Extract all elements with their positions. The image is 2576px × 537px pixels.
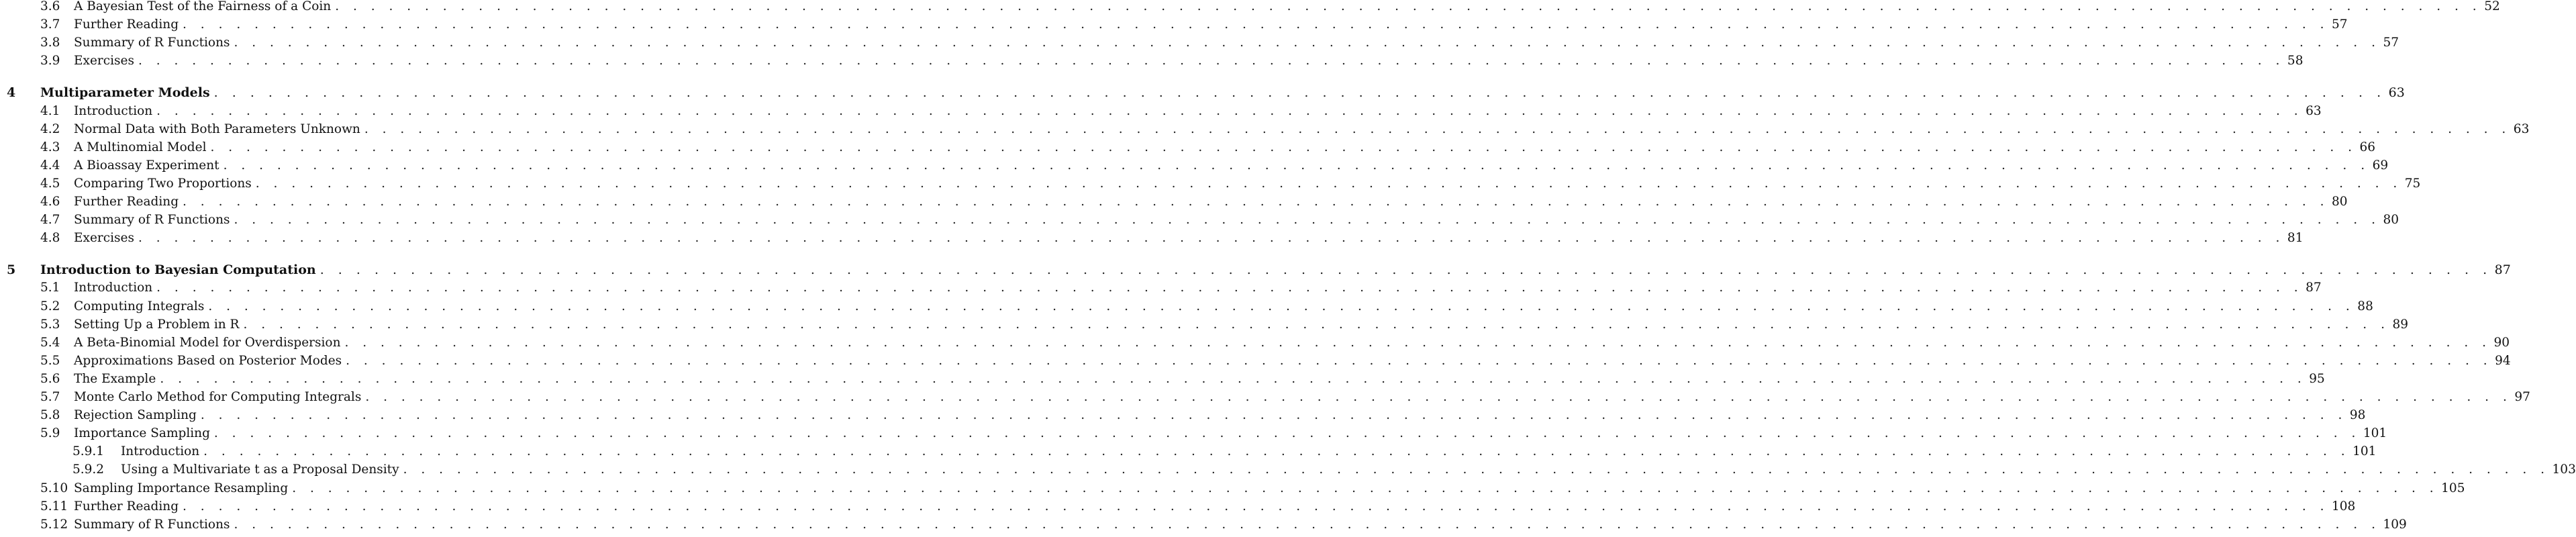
- toc-entry: [74, 193, 2348, 211]
- toc-title: Further Reading: [74, 499, 179, 514]
- toc-page-number: 103: [2552, 462, 2576, 477]
- toc-entry: [121, 443, 2377, 460]
- toc-page-number: 58: [2287, 54, 2303, 68]
- toc-page-number: 101: [2363, 426, 2387, 441]
- toc-title: A Multinomial Model: [74, 140, 207, 154]
- toc-page-number: 81: [2287, 231, 2303, 246]
- toc-entry-row: [0, 193, 2348, 211]
- toc-title: Introduction: [74, 281, 153, 295]
- toc-title: Importance Sampling: [74, 426, 210, 441]
- toc-page-number: 75: [2404, 176, 2421, 191]
- dot-leader: . . . . . . . . . . . . . . . . . . . . . . . . . . . . . . . . . . . . . . . . . . . . . . . . . . . . . . . . . . . . . . . . . . . . . . . . . . . . . . . . . . . . . . . . . . . . . . . . . . . . . . . . . . . . . . . . . . . . . . . .: [364, 121, 2511, 136]
- toc-number: 4.4: [40, 158, 60, 173]
- toc-number: 3.8: [40, 36, 60, 50]
- toc-chapter-row: [0, 84, 2405, 101]
- toc-entry-row: [0, 139, 2376, 156]
- toc-entry-row: [0, 389, 2530, 406]
- toc-entry: [74, 103, 2322, 120]
- toc-entry-row: [0, 316, 2408, 334]
- toc-entry: [40, 84, 2405, 101]
- toc-entry-row: [0, 52, 2303, 70]
- toc-entry: [74, 34, 2399, 52]
- toc-entry: [74, 407, 2366, 424]
- toc-entry: [121, 461, 2576, 479]
- dot-leader: . . . . . . . . . . . . . . . . . . . . . . . . . . . . . . . . . . . . . . . . . . . . . . . . . . . . . . . . . . . . . . . . . . . . . . . . . . . . . . . . . . . . . . . . . . . . . . . . . . . . . . . . . . . . . . . . . . . . . . . .: [200, 408, 2347, 423]
- toc-entry: [74, 371, 2325, 388]
- toc-entry: [74, 230, 2303, 247]
- toc-page-number: 88: [2357, 299, 2373, 313]
- toc-number: 5.4: [40, 335, 60, 350]
- dot-leader: . . . . . . . . . . . . . . . . . . . . . . . . . . . . . . . . . . . . . . . . . . . . . . . . . . . . . . . . . . . . . . . . . . . . . . . . . . . . . . . . . . . . . . . . . . . . . . . . . . . . . . . . . . . . . . . . . . . . . . . .: [346, 353, 2493, 368]
- toc-number: 5.5: [40, 353, 60, 368]
- dot-leader: . . . . . . . . . . . . . . . . . . . . . . . . . . . . . . . . . . . . . . . . . . . . . . . . . . . . . . . . . . . . . . . . . . . . . . . . . . . . . . . . . . . . . . . . . . . . . . . . . . . . . . . . . . . . . . . . . . . . . . . .: [138, 54, 2285, 68]
- toc-entry: [74, 334, 2510, 352]
- dot-leader: . . . . . . . . . . . . . . . . . . . . . . . . . . . . . . . . . . . . . . . . . . . . . . . . . . . . . . . . . . . . . . . . . . . . . . . . . . . . . . . . . . . . . . . . . . . . . . . . . . . . . . . . . . . . . . . . . . . . . . . .: [255, 176, 2402, 191]
- dot-leader: . . . . . . . . . . . . . . . . . . . . . . . . . . . . . . . . . . . . . . . . . . . . . . . . . . . . . . . . . . . . . . . . . . . . . . . . . . . . . . . . . . . . . . . . . . . . . . . . . . . . . . . . . . . . . . . . . . . . . . . .: [210, 140, 2357, 154]
- toc-number: 5.9.1: [72, 444, 105, 459]
- toc-entry: [74, 16, 2348, 34]
- dot-leader: . . . . . . . . . . . . . . . . . . . . . . . . . . . . . . . . . . . . . . . . . . . . . . . . . . . . . . . . . . . . . . . . . . . . . . . . . . . . . . . . . . . . . . . . . . . . . . . . . . . . . . . . . . . . . . . . . . . . . . . .: [223, 158, 2370, 173]
- toc-title: The Example: [74, 371, 156, 386]
- toc-entry: [40, 261, 2511, 279]
- toc-number: 3.6: [40, 0, 60, 13]
- dot-leader: . . . . . . . . . . . . . . . . . . . . . . . . . . . . . . . . . . . . . . . . . . . . . . . . . . . . . . . . . . . . . . . . . . . . . . . . . . . . . . . . . . . . . . . . . . . . . . . . . . . . . . . . . . . . . . . . . . . . . . . .: [156, 103, 2303, 118]
- toc-entry-row: [0, 34, 2399, 52]
- toc-page-number: 63: [2513, 121, 2530, 136]
- toc-number: 3.9: [40, 54, 60, 68]
- toc-number: 4: [7, 85, 16, 101]
- toc-number: 5: [7, 262, 16, 278]
- toc-page-number: 94: [2495, 353, 2511, 368]
- dot-leader: . . . . . . . . . . . . . . . . . . . . . . . . . . . . . . . . . . . . . . . . . . . . . . . . . . . . . . . . . . . . . . . . . . . . . . . . . . . . . . . . . . . . . . . . . . . . . . . . . . . . . . . . . . . . . . . . . . . . . . . .: [234, 517, 2381, 532]
- toc-entry: [74, 352, 2511, 370]
- toc-entry-row: [0, 0, 2500, 15]
- toc-page-number: 109: [2383, 517, 2407, 532]
- toc-entry-row: [0, 352, 2511, 370]
- dot-leader: . . . . . . . . . . . . . . . . . . . . . . . . . . . . . . . . . . . . . . . . . . . . . . . . . . . . . . . . . . . . . . . . . . . . . . . . . . . . . . . . . . . . . . . . . . . . . . . . . . . . . . . . . . . . . . . . . . . . . . . .: [365, 390, 2512, 404]
- toc-number: 5.3: [40, 317, 60, 332]
- toc-title: Approximations Based on Posterior Modes: [74, 353, 342, 368]
- dot-leader: . . . . . . . . . . . . . . . . . . . . . . . . . . . . . . . . . . . . . . . . . . . . . . . . . . . . . . . . . . . . . . . . . . . . . . . . . . . . . . . . . . . . . . . . . . . . . . . . . . . . . . . . . . . . . . . . . . . . . . . .: [138, 231, 2285, 246]
- toc-title: A Bayesian Test of the Fairness of a Coin: [74, 0, 332, 13]
- toc-number: 3.7: [40, 17, 60, 32]
- toc-page-number: 69: [2372, 158, 2389, 173]
- toc-page-number: 98: [2349, 408, 2366, 423]
- toc-title: Exercises: [74, 54, 134, 68]
- toc-entry-row: [0, 279, 2322, 297]
- toc-page-number: 63: [2306, 103, 2322, 118]
- toc-entry: [74, 498, 2356, 516]
- toc-number: 5.6: [40, 371, 60, 386]
- dot-leader: . . . . . . . . . . . . . . . . . . . . . . . . . . . . . . . . . . . . . . . . . . . . . . . . . . . . . . . . . . . . . . . . . . . . . . . . . . . . . . . . . . . . . . . . . . . . . . . . . . . . . . . . . . . . . . . . . . . . . . . .: [344, 335, 2491, 350]
- toc-number: 5.9.2: [72, 462, 105, 477]
- toc-entry: [74, 139, 2376, 156]
- toc-entry-row: [0, 498, 2356, 516]
- toc-title: A Bioassay Experiment: [74, 158, 219, 173]
- toc-number: 5.9: [40, 426, 60, 441]
- toc-entry-row: [0, 230, 2303, 247]
- toc-entry-row: [0, 371, 2325, 388]
- toc-page-number: 80: [2383, 213, 2399, 228]
- dot-leader: . . . . . . . . . . . . . . . . . . . . . . . . . . . . . . . . . . . . . . . . . . . . . . . . . . . . . . . . . . . . . . . . . . . . . . . . . . . . . . . . . . . . . . . . . . . . . . . . . . . . . . . . . . . . . . . . . . . . . . . .: [234, 213, 2381, 228]
- toc-title: Normal Data with Both Parameters Unknown: [74, 121, 360, 136]
- toc-page-number: 80: [2332, 195, 2348, 209]
- toc-page-number: 89: [2392, 317, 2408, 332]
- toc-title: Using a Multivariate t as a Proposal Density: [121, 462, 399, 477]
- toc-entry-row: [0, 461, 2576, 479]
- dot-leader: . . . . . . . . . . . . . . . . . . . . . . . . . . . . . . . . . . . . . . . . . . . . . . . . . . . . . . . . . . . . . . . . . . . . . . . . . . . . . . . . . . . . . . . . . . . . . . . . . . . . . . . . . . . . . . . . . . . . . . . .: [319, 262, 2492, 278]
- toc-number: 5.8: [40, 408, 60, 423]
- dot-leader: . . . . . . . . . . . . . . . . . . . . . . . . . . . . . . . . . . . . . . . . . . . . . . . . . . . . . . . . . . . . . . . . . . . . . . . . . . . . . . . . . . . . . . . . . . . . . . . . . . . . . . . . . . . . . . . . . . . . . . . .: [183, 499, 2330, 514]
- toc-title: Summary of R Functions: [74, 36, 230, 50]
- toc-title: Introduction: [121, 444, 200, 459]
- toc-title: Summary of R Functions: [74, 517, 230, 532]
- dot-leader: . . . . . . . . . . . . . . . . . . . . . . . . . . . . . . . . . . . . . . . . . . . . . . . . . . . . . . . . . . . . . . . . . . . . . . . . . . . . . . . . . . . . . . . . . . . . . . . . . . . . . . . . . . . . . . . . . . . . . . . .: [183, 17, 2330, 32]
- toc-chapter-row: [0, 261, 2511, 279]
- toc-entry-row: [0, 157, 2389, 175]
- toc-page-number: 108: [2332, 499, 2356, 514]
- toc-entry-row: [0, 175, 2421, 193]
- toc-entry-row: [0, 516, 2407, 534]
- toc-title: Exercises: [74, 231, 134, 246]
- toc-page-number: 87: [2306, 281, 2322, 295]
- toc-entry-row: [0, 103, 2322, 120]
- toc-entry-row: [0, 211, 2399, 229]
- toc-entry-row: [0, 425, 2387, 442]
- toc-entry-row: [0, 480, 2465, 497]
- toc-number: 4.6: [40, 195, 60, 209]
- dot-leader: . . . . . . . . . . . . . . . . . . . . . . . . . . . . . . . . . . . . . . . . . . . . . . . . . . . . . . . . . . . . . . . . . . . . . . . . . . . . . . . . . . . . . . . . . . . . . . . . . . . . . . . . . . . . . . . . . . . . . . . .: [203, 444, 2350, 459]
- toc-entry: [74, 516, 2407, 534]
- toc-title: Comparing Two Proportions: [74, 176, 252, 191]
- toc-entry: [74, 425, 2387, 442]
- toc-number: 5.1: [40, 281, 60, 295]
- toc-entry: [74, 157, 2389, 175]
- dot-leader: . . . . . . . . . . . . . . . . . . . . . . . . . . . . . . . . . . . . . . . . . . . . . . . . . . . . . . . . . . . . . . . . . . . . . . . . . . . . . . . . . . . . . . . . . . . . . . . . . . . . . . . . . . . . . . . . . . . . . . . .: [243, 317, 2390, 332]
- toc-entry: [74, 175, 2421, 193]
- toc-entry: [74, 211, 2399, 229]
- toc-page-number: 101: [2352, 444, 2377, 459]
- toc-page-number: 57: [2383, 36, 2399, 50]
- toc-title: Computing Integrals: [74, 299, 205, 313]
- toc-number: 5.10: [40, 481, 68, 495]
- toc-page-number: 95: [2309, 371, 2325, 386]
- toc-entry: [74, 52, 2303, 70]
- toc-page-number: 52: [2484, 0, 2500, 13]
- toc-entry-row: [0, 16, 2348, 34]
- toc-number: 4.3: [40, 140, 60, 154]
- toc-entry: [74, 389, 2530, 406]
- toc-number: 4.2: [40, 121, 60, 136]
- toc-number: 5.2: [40, 299, 60, 313]
- toc-entry: [74, 0, 2500, 15]
- dot-leader: . . . . . . . . . . . . . . . . . . . . . . . . . . . . . . . . . . . . . . . . . . . . . . . . . . . . . . . . . . . . . . . . . . . . . . . . . . . . . . . . . . . . . . . . . . . . . . . . . . . . . . . . . . . . . . . . . . . . . . . .: [183, 195, 2330, 209]
- toc-entry-row: [0, 298, 2373, 315]
- dot-leader: . . . . . . . . . . . . . . . . . . . . . . . . . . . . . . . . . . . . . . . . . . . . . . . . . . . . . . . . . . . . . . . . . . . . . . . . . . . . . . . . . . . . . . . . . . . . . . . . . . . . . . . . . . . . . . . . . . . . . . . .: [156, 281, 2303, 295]
- toc-entry: [74, 480, 2465, 497]
- toc-number: 4.8: [40, 231, 60, 246]
- toc-title: Further Reading: [74, 17, 179, 32]
- toc-number: 4.1: [40, 103, 60, 118]
- toc-entry: [74, 316, 2408, 334]
- dot-leader: . . . . . . . . . . . . . . . . . . . . . . . . . . . . . . . . . . . . . . . . . . . . . . . . . . . . . . . . . . . . . . . . . . . . . . . . . . . . . . . . . . . . . . . . . . . . . . . . . . . . . . . . . . . . . . . . . . . . . . . .: [234, 36, 2381, 50]
- toc-number: 4.5: [40, 176, 60, 191]
- dot-leader: . . . . . . . . . . . . . . . . . . . . . . . . . . . . . . . . . . . . . . . . . . . . . . . . . . . . . . . . . . . . . . . . . . . . . . . . . . . . . . . . . . . . . . . . . . . . . . . . . . . . . . . . . . . . . . . . . . . . . . . .: [335, 0, 2482, 13]
- dot-leader: . . . . . . . . . . . . . . . . . . . . . . . . . . . . . . . . . . . . . . . . . . . . . . . . . . . . . . . . . . . . . . . . . . . . . . . . . . . . . . . . . . . . . . . . . . . . . . . . . . . . . . . . . . . . . . . . . . . . . . . .: [208, 299, 2355, 313]
- toc-title: Monte Carlo Method for Computing Integrals: [74, 390, 362, 404]
- toc-number: 5.11: [40, 499, 68, 514]
- toc-title: Rejection Sampling: [74, 408, 197, 423]
- toc-title: A Beta-Binomial Model for Overdispersion: [74, 335, 341, 350]
- toc-entry: [74, 279, 2322, 297]
- toc-page-number: 97: [2514, 390, 2530, 404]
- toc-title: Introduction: [74, 103, 153, 118]
- toc-entry-row: [0, 443, 2377, 460]
- toc-number: 5.12: [40, 517, 68, 532]
- toc-title: Multiparameter Models: [40, 85, 210, 101]
- toc-entry-row: [0, 121, 2530, 138]
- toc-page-number: 63: [2388, 85, 2405, 101]
- toc-page-number: 87: [2494, 262, 2511, 278]
- dot-leader: . . . . . . . . . . . . . . . . . . . . . . . . . . . . . . . . . . . . . . . . . . . . . . . . . . . . . . . . . . . . . . . . . . . . . . . . . . . . . . . . . . . . . . . . . . . . . . . . . . . . . . . . . . . . . . . . . . . . . . . .: [213, 85, 2386, 101]
- toc-title: Setting Up a Problem in R: [74, 317, 240, 332]
- toc-title: Sampling Importance Resampling: [74, 481, 289, 495]
- toc-entry: [74, 298, 2373, 315]
- toc-page-number: 90: [2493, 335, 2510, 350]
- toc-entry-row: [0, 334, 2510, 352]
- toc-page-number: 66: [2359, 140, 2376, 154]
- toc-number: 5.7: [40, 390, 60, 404]
- dot-leader: . . . . . . . . . . . . . . . . . . . . . . . . . . . . . . . . . . . . . . . . . . . . . . . . . . . . . . . . . . . . . . . . . . . . . . . . . . . . . . . . . . . . . . . . . . . . . . . . . . . . . . . . . . . . . . . . . . . . . . . .: [403, 462, 2550, 477]
- dot-leader: . . . . . . . . . . . . . . . . . . . . . . . . . . . . . . . . . . . . . . . . . . . . . . . . . . . . . . . . . . . . . . . . . . . . . . . . . . . . . . . . . . . . . . . . . . . . . . . . . . . . . . . . . . . . . . . . . . . . . . . .: [160, 371, 2307, 386]
- toc-entry: [74, 121, 2530, 138]
- toc-number: 4.7: [40, 213, 60, 228]
- toc-entry-row: [0, 407, 2366, 424]
- dot-leader: . . . . . . . . . . . . . . . . . . . . . . . . . . . . . . . . . . . . . . . . . . . . . . . . . . . . . . . . . . . . . . . . . . . . . . . . . . . . . . . . . . . . . . . . . . . . . . . . . . . . . . . . . . . . . . . . . . . . . . . .: [292, 481, 2439, 495]
- toc-page-number: 57: [2332, 17, 2348, 32]
- toc-page-number: 105: [2441, 481, 2465, 495]
- toc-title: Introduction to Bayesian Computation: [40, 262, 316, 278]
- dot-leader: . . . . . . . . . . . . . . . . . . . . . . . . . . . . . . . . . . . . . . . . . . . . . . . . . . . . . . . . . . . . . . . . . . . . . . . . . . . . . . . . . . . . . . . . . . . . . . . . . . . . . . . . . . . . . . . . . . . . . . . .: [213, 426, 2361, 441]
- toc-title: Further Reading: [74, 195, 179, 209]
- toc-title: Summary of R Functions: [74, 213, 230, 228]
